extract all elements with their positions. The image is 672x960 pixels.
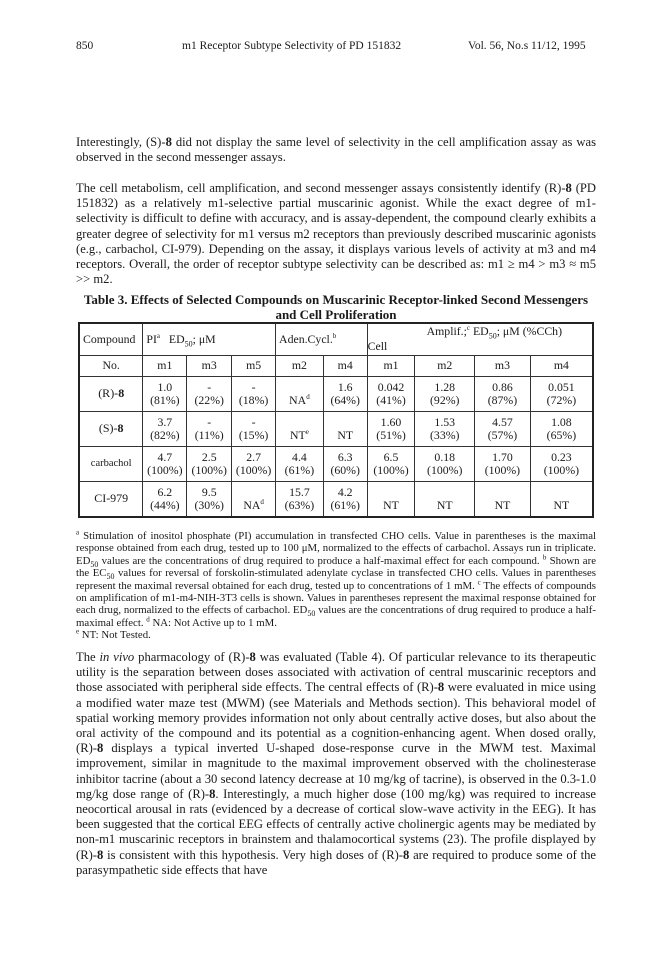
cell-value: 0.18	[434, 449, 456, 464]
cell-subvalue: (100%)	[484, 463, 521, 477]
cell-value: -	[207, 379, 212, 394]
cell-value: 1.28	[434, 379, 456, 394]
cell-value: 1.53	[434, 414, 456, 429]
header-compound	[79, 323, 143, 356]
table-cell	[323, 447, 367, 482]
table-header-row-2	[79, 356, 593, 377]
table-cell	[276, 482, 324, 518]
header-amp-m1: m1	[367, 356, 415, 377]
paragraph-1	[76, 135, 596, 165]
cell-subvalue: (65%)	[546, 428, 577, 442]
table-row	[79, 447, 593, 482]
cell-value: 4.2	[337, 484, 353, 499]
table-cell	[530, 482, 593, 518]
header-pi	[143, 323, 276, 356]
cell-subvalue: (81%)	[150, 393, 180, 407]
table-footnotes	[76, 530, 596, 642]
cell-subvalue: (87%)	[487, 393, 518, 407]
cell-value: 2.5	[201, 449, 217, 464]
header-amplif-group	[427, 325, 562, 339]
cell-subvalue: (100%)	[427, 463, 463, 477]
table-cell	[276, 377, 324, 412]
cell-subvalue: (22%)	[194, 393, 224, 407]
header-pi-m5: m5	[232, 356, 276, 377]
cell-value: 1.70	[492, 449, 513, 464]
table-cell	[323, 377, 367, 412]
cell-value: 1.0	[157, 379, 173, 394]
table-cell	[415, 377, 475, 412]
header-amplif-sup: c	[466, 324, 471, 333]
cell-subvalue: (30%)	[194, 498, 224, 512]
table-cell	[187, 482, 232, 518]
cell-value: -	[251, 414, 256, 429]
table-cell	[276, 412, 324, 447]
cell-value: 2.7	[246, 449, 261, 464]
table-cell	[415, 447, 475, 482]
table-cell	[323, 482, 367, 518]
table-cell	[475, 377, 531, 412]
table-cell	[367, 447, 415, 482]
cell-subvalue: (51%)	[376, 428, 406, 442]
header-compound-label: Compound	[83, 331, 136, 346]
table-cell	[232, 412, 276, 447]
table-cell	[187, 412, 232, 447]
cell-subvalue: (100%)	[543, 463, 580, 477]
table-cell	[323, 412, 367, 447]
cell-value: 4.4	[292, 449, 307, 464]
volume-info: Vol. 56, No.s 11/12, 1995	[468, 40, 586, 52]
paragraph-2	[76, 181, 596, 287]
table-cell	[232, 482, 276, 518]
cell-subvalue: (44%)	[150, 498, 180, 512]
cell-value	[415, 486, 474, 500]
cell-subvalue: (100%)	[147, 463, 183, 477]
cell-subvalue: NT	[436, 498, 453, 512]
cell-value: 1.60	[380, 414, 402, 429]
table-cell	[367, 412, 415, 447]
compound-name: CI-979	[79, 482, 143, 518]
cell-value	[324, 416, 367, 430]
table-cell	[187, 447, 232, 482]
cell-subvalue: (64%)	[330, 393, 360, 407]
cell-value: 0.23	[551, 449, 572, 464]
cell-subvalue: NT	[553, 498, 570, 512]
header-amplif-rest: $ED_{50}$; μM (%CCh)	[472, 324, 563, 341]
header-pi-m3: m3	[187, 356, 232, 377]
cell-value: 0.042	[377, 379, 405, 394]
table-body	[79, 377, 593, 518]
cell-subvalue: $NA^d$	[289, 393, 310, 407]
cell-subvalue: (41%)	[376, 393, 406, 407]
cell-value: 4.57	[492, 414, 513, 429]
cell-subvalue: (82%)	[150, 428, 180, 442]
cell-value	[531, 486, 592, 500]
page-number: 850	[76, 40, 94, 52]
header-pi-m1: m1	[143, 356, 187, 377]
table-cell	[475, 412, 531, 447]
cell-value: 3.7	[157, 414, 173, 429]
table-cell	[530, 412, 593, 447]
table-cell	[415, 412, 475, 447]
cell-subvalue: (63%)	[284, 498, 315, 512]
table-cell	[415, 482, 475, 518]
cell-value: 1.6	[337, 379, 353, 394]
compound-name: (S)-8	[79, 412, 143, 447]
cell-value: 15.7	[289, 484, 310, 499]
table-cell	[143, 482, 187, 518]
cell-subvalue: (100%)	[373, 463, 409, 477]
cell-value: 1.08	[551, 414, 572, 429]
paragraph-3	[76, 650, 596, 878]
cell-subvalue: (33%)	[430, 428, 460, 442]
cell-subvalue: NT	[494, 498, 511, 512]
cell-value	[276, 416, 323, 430]
cell-subvalue: (100%)	[235, 463, 272, 477]
cell-subvalue: (11%)	[194, 428, 224, 442]
table-cell	[187, 377, 232, 412]
cell-value: 0.86	[492, 379, 513, 394]
paragraph-3-text: The in vivo pharmacology of (R)-8 was evaluated (Table 4). Of particular relevance to its therapeutic utility is the separation between doses associated with activation of central muscarinic receptors and those associated with peripheral side effects. The central effects of (R)-8 were evaluated in mice using a modified water maze test (MWM) (see Materials and Methods section). This behavioral model of spatial working memory provides information not only about centrally active doses, but also about the oral activity of the compound and its potential as a cognition-enhancing agent. When dosed orally, (R)-8 displays a typical inverted U-shaped dose-response curve in the MWM test. Maximal improvement, similar in magnitude to the maximal improvement observed with the cholinesterase inhibitor tacrine (about a 30 second latency decrease at 10 mg/kg of tacrine), is observed in the 0.3-1.0 mg/kg dose range of (R)-8. Interestingly, a much higher dose (100 mg/kg) was required to increase neocortical arousal in rats (evidenced by a decrease of cortical slow-wave activity in the EEG). It has been suggested that the cortical EEG effects of centrally active cholinergic agents may be mediated by non-m1 muscarinic receptors in brainstem and thalamocortical systems (23). The profile displayed by (R)-8 is consistent with this hypothesis. Very high doses of (R)-8 are required to produce some of the parasympathetic side effects that have	[76, 650, 596, 877]
cell-subvalue: $NT^e$	[290, 428, 309, 442]
cell-subvalue: (72%)	[546, 393, 577, 407]
cell-value: -	[251, 379, 256, 394]
table-cell	[475, 482, 531, 518]
cell-value: 6.2	[157, 484, 173, 499]
cell-subvalue: (92%)	[430, 393, 460, 407]
cell-value	[232, 486, 275, 500]
header-pi-label: PI	[146, 331, 157, 346]
paragraph-1-text: Interestingly, (S)-8 did not display the same level of selectivity in the cell amplification assay as was observed in the second messenger assays.	[76, 135, 597, 165]
cell-value: -	[207, 414, 212, 429]
cell-subvalue: (100%)	[191, 463, 227, 477]
table-cell	[143, 377, 187, 412]
table-cell	[276, 447, 324, 482]
cell-value	[276, 381, 323, 395]
header-aden-label: Aden.Cycl.	[279, 331, 333, 346]
cell-subvalue: (15%)	[238, 428, 269, 442]
table-header-row-1	[79, 323, 593, 356]
table-cell	[367, 482, 415, 518]
table-cell	[232, 447, 276, 482]
cell-subvalue: NT	[383, 498, 399, 512]
cell-subvalue: (60%)	[330, 463, 360, 477]
cell-value	[368, 486, 415, 500]
cell-value: 6.3	[337, 449, 353, 464]
header-cell-label: Cell	[367, 339, 388, 353]
cell-subvalue: $NA^d$	[243, 498, 264, 512]
header-aden-m2: m2	[276, 356, 324, 377]
cell-value: 9.5	[201, 484, 217, 499]
header-aden-m4: m4	[323, 356, 367, 377]
cell-subvalue: (57%)	[487, 428, 518, 442]
header-amplif-label: Amplif.;	[426, 324, 467, 338]
compound-name: (R)-8	[79, 377, 143, 412]
header-aden	[276, 323, 368, 356]
compound-name: carbachol	[79, 447, 143, 482]
table-cell	[232, 377, 276, 412]
table-caption: Table 3. Effects of Selected Compounds on Muscarinic Receptor-linked Second Messengers and Cell Proliferation	[83, 292, 589, 322]
table-cell	[475, 447, 531, 482]
header-aden-sup: b	[332, 331, 337, 340]
cell-subvalue: NT	[337, 428, 354, 442]
cell-value: 6.5	[383, 449, 399, 464]
table-cell	[530, 377, 593, 412]
header-amp-m3: m3	[475, 356, 531, 377]
footnote-text: $^a$ Stimulation of inositol phosphate (PI) accumulation in transfected CHO cells. Value in parentheses is the maximal response obtained from each drug, tested up to 100 μM, normalized to the effects of carbachol. Assays run in triplicate. $ED_{50}$ values are the concentrations of drug required to produce a half-maximal effect for each compound. $^b$ Shown are the $EC_{50}$ values for reversal of forskolin-stimulated adenylate cyclase in transfected CHO cells. Values in parentheses represent the maximal reversal obtained for each drug, tested up to concentrations of 1 mM. $^c$ The effects of compounds on amplification of m1-m4-NIH-3T3 cells is shown. Values in parentheses represent the maximal response obtained for each drug, normalized to the effects of carbachol. $ED_{50}$ values are the concentrations of drug required to produce a half-maximal effect. $^d$ NA: Not Active up to 1 mM. $^e$ NT: Not Tested.	[76, 528, 597, 642]
cell-value: 4.7	[157, 449, 173, 464]
header-amp-m4: m4	[530, 356, 593, 377]
header-amplif	[367, 323, 593, 356]
cell-value: 0.051	[548, 379, 575, 394]
cell-value	[475, 486, 530, 500]
table-cell	[367, 377, 415, 412]
table-row	[79, 482, 593, 518]
header-pi-sup: a	[156, 331, 160, 340]
header-no: No.	[79, 356, 143, 377]
header-ed50-label: $ED_{50}$; μM	[168, 331, 216, 349]
table-cell	[530, 447, 593, 482]
header-amp-m2: m2	[415, 356, 475, 377]
results-table	[78, 322, 594, 518]
table-cell	[143, 447, 187, 482]
running-title: m1 Receptor Subtype Selectivity of PD 151832	[182, 40, 402, 52]
table-cell	[143, 412, 187, 447]
paragraph-2-text: The cell metabolism, cell amplification, and second messenger assays consistently identify (R)-8 (PD 151832) as a relatively m1-selective partial muscarinic agonist. While the exact degree of m1-selectivity is difficult to define with accuracy, and is assay-dependent, the compound clearly exhibits a greater degree of selectivity for m1 versus m2 receptors than previously described muscarinic agonists (e.g., carbachol, CI-979). Depending on the assay, it displays various levels of activity at m3 and m4 receptors. Overall, the order of receptor subtype selectivity can be described as: m1 ≥ m4 > m3 ≈ m5 >> m2.	[76, 181, 596, 287]
table-row	[79, 412, 593, 447]
cell-subvalue: (61%)	[330, 498, 360, 512]
cell-subvalue: (61%)	[284, 463, 315, 477]
table-row	[79, 377, 593, 412]
cell-subvalue: (18%)	[238, 393, 269, 407]
